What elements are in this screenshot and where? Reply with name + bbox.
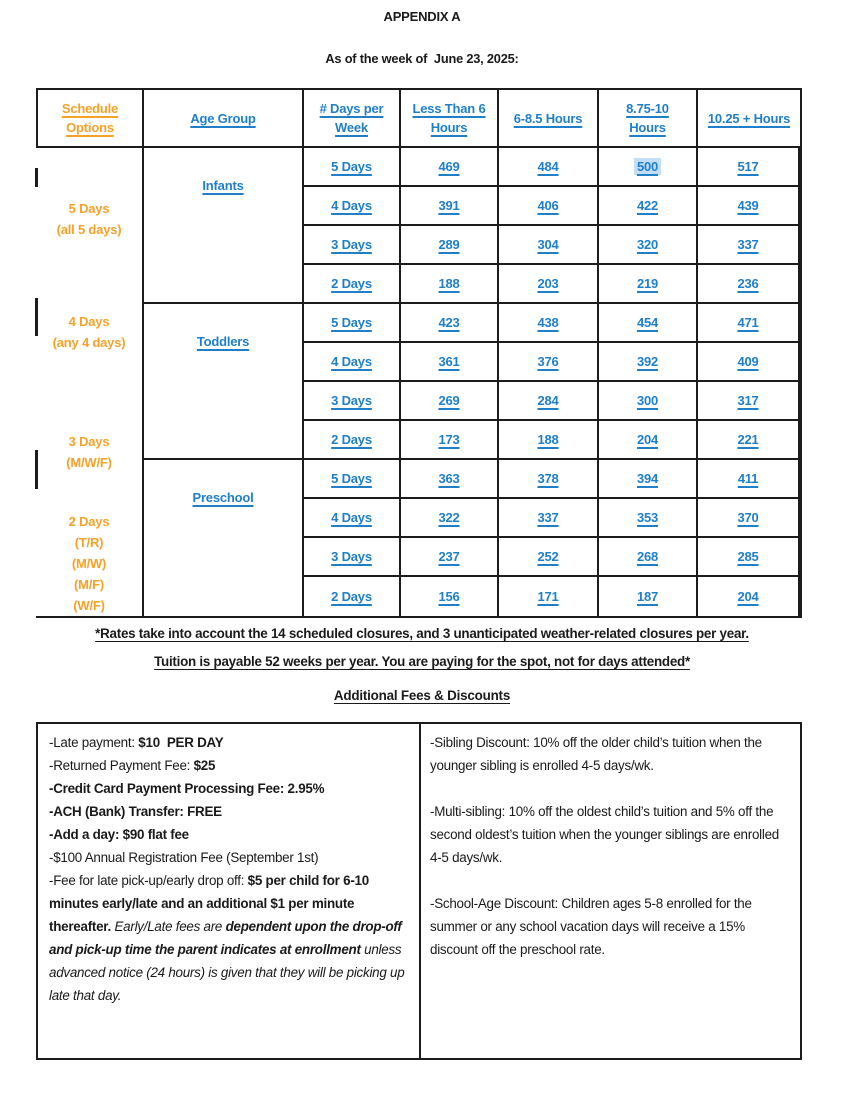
- rate-link[interactable]: 422: [636, 198, 659, 213]
- rate-link[interactable]: 409: [737, 354, 759, 369]
- rate-link[interactable]: 289: [438, 237, 460, 252]
- rate-link[interactable]: 423: [438, 315, 460, 330]
- days-per-week-cell: [304, 499, 401, 538]
- rate-cell: [499, 382, 599, 421]
- rate-link[interactable]: 517: [737, 159, 759, 174]
- schedule-option-line: 4 Days: [68, 314, 110, 329]
- rate-link[interactable]: 361: [438, 354, 460, 369]
- rate-link[interactable]: 219: [636, 276, 659, 291]
- rate-cell: [499, 187, 599, 226]
- tuition-rates-table: [36, 88, 802, 618]
- fees-section-heading-text: Additional Fees & Discounts: [333, 688, 511, 703]
- days-per-week-cell: [304, 148, 401, 187]
- rate-cell: [698, 148, 800, 187]
- age-group-header-link[interactable]: Age Group: [190, 110, 256, 126]
- header-cell-less-than-6-hours: [401, 90, 499, 148]
- fees-section-heading: [0, 688, 844, 703]
- late-pickup-bold-text: $5 per child for 6-10 minutes early/late and an additional $1 per minute thereafter.: [49, 873, 369, 934]
- schedule-option-line: 2 Days: [68, 514, 110, 529]
- late-payment-value: $10 PER DAY: [138, 735, 224, 750]
- days-per-week-cell: [304, 343, 401, 382]
- rate-cell: [401, 226, 499, 265]
- days-link[interactable]: 3 Days: [331, 237, 372, 252]
- schedule-options-header-link[interactable]: Schedule Options: [61, 101, 119, 135]
- less-than-6-hours-header-link[interactable]: Less Than 6 Hours: [412, 101, 486, 135]
- rate-link-highlighted[interactable]: 500: [634, 158, 661, 175]
- rate-link[interactable]: 337: [737, 237, 759, 252]
- days-per-week-header-link[interactable]: # Days per Week: [319, 101, 384, 135]
- 6-8-5-hours-header-link[interactable]: 6-8.5 Hours: [513, 110, 583, 126]
- rate-cell: [599, 460, 698, 499]
- rates-note-line-1: [0, 626, 844, 641]
- days-per-week-cell: [304, 421, 401, 460]
- header-cell-days-per-week: [304, 90, 401, 148]
- days-per-week-cell: [304, 304, 401, 343]
- late-payment-label: -Late payment:: [49, 735, 139, 750]
- returned-payment-value: $25: [193, 758, 216, 773]
- days-per-week-cell: [304, 226, 401, 265]
- rate-link[interactable]: 285: [737, 549, 759, 564]
- rate-link[interactable]: 322: [438, 510, 460, 525]
- days-per-week-cell: [304, 382, 401, 421]
- rate-cell: [499, 148, 599, 187]
- rate-link[interactable]: 484: [537, 159, 559, 174]
- rate-link[interactable]: 353: [636, 510, 659, 525]
- rate-link[interactable]: 221: [737, 432, 759, 447]
- days-per-week-cell: [304, 538, 401, 577]
- rate-cell: [599, 304, 698, 343]
- rate-cell: [499, 265, 599, 304]
- add-a-day-line: -Add a day: $90 flat fee: [49, 827, 189, 842]
- rate-cell: [599, 343, 698, 382]
- rate-link[interactable]: 394: [636, 471, 659, 486]
- rate-cell: [499, 538, 599, 577]
- preschool-link[interactable]: Preschool: [192, 490, 254, 505]
- rate-cell: [698, 538, 800, 577]
- schedule-option-line: (all 5 days): [56, 222, 122, 237]
- rate-link[interactable]: 268: [636, 549, 659, 564]
- days-link[interactable]: 5 Days: [331, 471, 372, 486]
- rates-note-line-1-text: *Rates take into account the 14 scheduled closures, and 3 unanticipated weather-related closures per year.: [95, 626, 749, 641]
- rate-link[interactable]: 392: [636, 354, 659, 369]
- rate-cell: [698, 421, 800, 460]
- schedule-option-line: 5 Days: [68, 201, 110, 216]
- header-cell-10-25-plus-hours: [698, 90, 800, 148]
- rate-cell: [599, 148, 698, 187]
- rate-link[interactable]: 411: [737, 471, 759, 486]
- infants-link[interactable]: Infants: [202, 178, 244, 193]
- rate-link[interactable]: 469: [438, 159, 460, 174]
- registration-fee-line: -$100 Annual Registration Fee (September 1st): [49, 850, 319, 865]
- credit-card-fee-line: -Credit Card Payment Processing Fee: 2.95%: [49, 781, 325, 796]
- fees-and-discounts-boxes: [36, 722, 802, 1060]
- rate-cell: [499, 460, 599, 499]
- rate-cell: [698, 226, 800, 265]
- multi-sibling-discount-paragraph: -Multi-sibling: 10% off the oldest child’s tuition and 5% off the second oldest’s tuition when the younger siblings are enrolled 4-5 days/wk.: [430, 804, 780, 865]
- rate-cell: [401, 382, 499, 421]
- rate-cell: [401, 538, 499, 577]
- rate-cell: [401, 499, 499, 538]
- header-cell-6-8-5-hours: [499, 90, 599, 148]
- rate-link[interactable]: 204: [737, 589, 759, 604]
- schedule-options-cell: [36, 148, 144, 616]
- rates-note-line-2-text: Tuition is payable 52 weeks per year. You are paying for the spot, not for days attended*: [154, 654, 690, 669]
- rate-cell: [401, 577, 499, 616]
- rate-link[interactable]: 252: [537, 549, 559, 564]
- rate-cell: [698, 265, 800, 304]
- schedule-option-line: 3 Days: [68, 434, 110, 449]
- rate-link[interactable]: 471: [737, 315, 759, 330]
- days-link[interactable]: 5 Days: [331, 315, 372, 330]
- days-link[interactable]: 4 Days: [331, 510, 372, 525]
- rate-cell: [401, 187, 499, 226]
- days-link[interactable]: 2 Days: [331, 589, 372, 604]
- rate-link[interactable]: 317: [737, 393, 759, 408]
- rate-link[interactable]: 300: [636, 393, 659, 408]
- rate-cell: [499, 304, 599, 343]
- rate-cell: [599, 187, 698, 226]
- ach-transfer-line: -ACH (Bank) Transfer: FREE: [49, 804, 222, 819]
- schedule-option-4-days: [36, 311, 142, 353]
- table-left-border-tick: [35, 450, 38, 489]
- age-group-cell-preschool: [144, 460, 304, 616]
- rate-link[interactable]: 171: [537, 589, 559, 604]
- header-cell-8-75-10-hours: [599, 90, 698, 148]
- rate-link[interactable]: 236: [737, 276, 759, 291]
- rate-cell: [698, 304, 800, 343]
- page-subtitle: As of the week of June 23, 2025:: [325, 51, 519, 66]
- schedule-option-2-days: [36, 511, 142, 616]
- rate-cell: [698, 187, 800, 226]
- rate-cell: [599, 538, 698, 577]
- rate-link[interactable]: 363: [438, 471, 460, 486]
- late-pickup-label: -Fee for late pick-up/early drop off:: [49, 873, 248, 888]
- late-pickup-italic-text: unless advanced notice (24 hours) is given that they will be picking up late that day.: [49, 942, 405, 1003]
- rate-cell: [499, 421, 599, 460]
- days-link[interactable]: 5 Days: [331, 159, 372, 174]
- late-pickup-italic-text: Early/Late fees are: [114, 919, 226, 934]
- rate-link[interactable]: 188: [537, 432, 559, 447]
- toddlers-link[interactable]: Toddlers: [196, 334, 250, 349]
- sibling-discount-paragraph: -Sibling Discount: 10% off the older child’s tuition when the younger sibling is enrolled 4-5 days/wk.: [430, 735, 762, 773]
- rate-cell: [599, 577, 698, 616]
- rate-link[interactable]: 337: [537, 510, 559, 525]
- schedule-option-3-days: [36, 431, 142, 473]
- rate-link[interactable]: 237: [438, 549, 460, 564]
- days-link[interactable]: 2 Days: [331, 432, 372, 447]
- rate-link[interactable]: 304: [537, 237, 559, 252]
- schedule-option-line: (M/W/F): [66, 455, 112, 470]
- rate-link[interactable]: 284: [537, 393, 559, 408]
- rate-cell: [401, 265, 499, 304]
- rate-link[interactable]: 187: [636, 589, 659, 604]
- 8-75-10-hours-header-link[interactable]: 8.75-10 Hours: [626, 101, 669, 135]
- schedule-option-5-days: [36, 198, 142, 240]
- rate-cell: [698, 343, 800, 382]
- rate-cell: [499, 577, 599, 616]
- rate-cell: [401, 343, 499, 382]
- days-per-week-cell: [304, 460, 401, 499]
- rate-link[interactable]: 173: [438, 432, 460, 447]
- rate-link[interactable]: 391: [438, 198, 460, 213]
- rate-cell: [599, 265, 698, 304]
- returned-payment-label: -Returned Payment Fee:: [49, 758, 194, 773]
- days-per-week-cell: [304, 265, 401, 304]
- rate-cell: [599, 226, 698, 265]
- schedule-option-line: (M/W): [71, 556, 107, 571]
- days-link[interactable]: 2 Days: [331, 276, 372, 291]
- rate-cell: [499, 226, 599, 265]
- rates-note-line-2: [0, 654, 844, 669]
- age-group-cell-infants: [144, 148, 304, 304]
- days-link[interactable]: 4 Days: [331, 198, 372, 213]
- late-pickup-bold-italic-text: dependent upon the drop-off and pick-up time the parent indicates at enrollment: [49, 919, 402, 957]
- days-per-week-cell: [304, 577, 401, 616]
- rate-link[interactable]: 156: [438, 589, 460, 604]
- school-age-discount-paragraph: -School-Age Discount: Children ages 5-8 enrolled for the summer or any school vacation days will receive a 15% discount off the preschool rate.: [430, 896, 752, 957]
- days-link[interactable]: 3 Days: [331, 393, 372, 408]
- rate-link[interactable]: 439: [737, 198, 759, 213]
- rate-cell: [698, 577, 800, 616]
- schedule-option-line: (W/F): [73, 598, 105, 613]
- rate-cell: [599, 382, 698, 421]
- late-pickup-fee-paragraph: [49, 869, 408, 1007]
- schedule-option-line: (M/F): [73, 577, 105, 592]
- schedule-option-line: (T/R): [74, 535, 104, 550]
- rate-cell: [401, 421, 499, 460]
- rate-link[interactable]: 378: [537, 471, 559, 486]
- days-link[interactable]: 4 Days: [331, 354, 372, 369]
- page-title: APPENDIX A: [383, 9, 461, 24]
- table-left-border-tick: [35, 298, 38, 336]
- late-payment-fee-line: [49, 731, 408, 754]
- rate-link[interactable]: 454: [636, 315, 659, 330]
- rate-link[interactable]: 438: [537, 315, 559, 330]
- 10-25-plus-hours-header-link[interactable]: 10.25 + Hours: [707, 110, 791, 126]
- days-link[interactable]: 3 Days: [331, 549, 372, 564]
- rate-link[interactable]: 370: [737, 510, 759, 525]
- rate-cell: [698, 460, 800, 499]
- rate-cell: [599, 499, 698, 538]
- rate-cell: [401, 460, 499, 499]
- rate-link[interactable]: 204: [636, 432, 659, 447]
- rate-cell: [401, 304, 499, 343]
- rate-cell: [698, 499, 800, 538]
- header-cell-age-group: [144, 90, 304, 148]
- age-group-cell-toddlers: [144, 304, 304, 460]
- rate-cell: [401, 148, 499, 187]
- rate-link[interactable]: 188: [438, 276, 460, 291]
- rate-cell: [698, 382, 800, 421]
- rate-cell: [499, 343, 599, 382]
- fees-box: [36, 722, 421, 1060]
- discounts-box: [421, 722, 802, 1060]
- returned-payment-fee-line: [49, 754, 408, 777]
- schedule-option-line: (any 4 days): [52, 335, 126, 350]
- days-per-week-cell: [304, 187, 401, 226]
- rate-link[interactable]: 203: [537, 276, 559, 291]
- rate-link[interactable]: 376: [537, 354, 559, 369]
- rate-link[interactable]: 406: [537, 198, 559, 213]
- table-left-border-tick: [35, 168, 38, 187]
- rate-link[interactable]: 320: [636, 237, 659, 252]
- rate-cell: [599, 421, 698, 460]
- rate-link[interactable]: 269: [438, 393, 460, 408]
- header-cell-schedule-options: [36, 90, 144, 148]
- rate-cell: [499, 499, 599, 538]
